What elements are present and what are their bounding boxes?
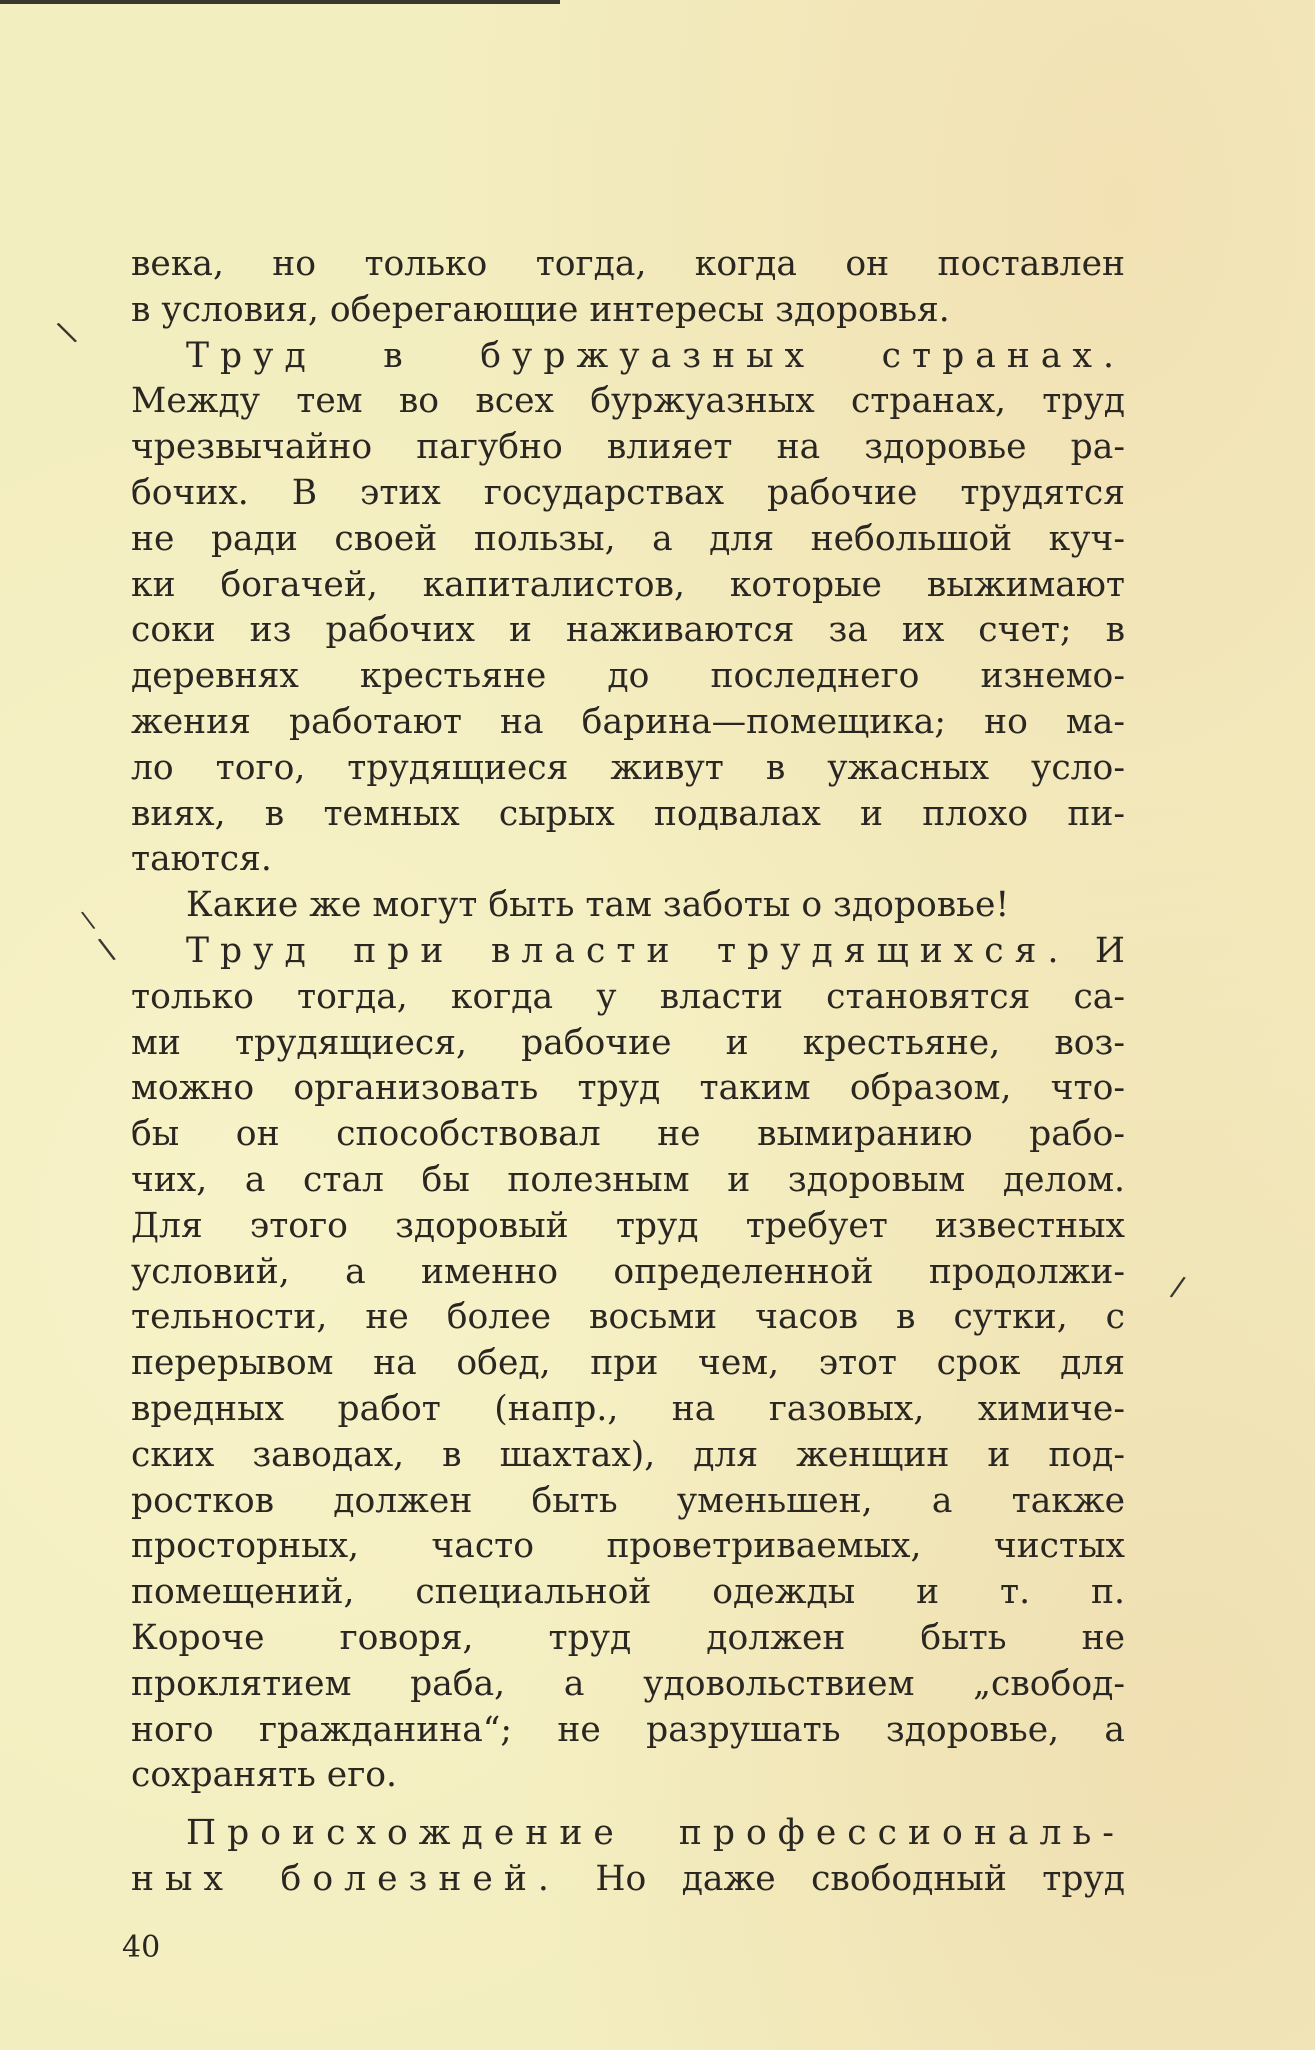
- section-heading-line: [131, 1857, 1125, 1903]
- text-line: Для этого здоровый труд требует известных: [131, 1205, 1125, 1246]
- text-line: таются.: [131, 839, 272, 880]
- text-line: ного гражданина“; не разрушать здоровье, а: [131, 1709, 1125, 1750]
- text-line: сохранять его.: [131, 1755, 398, 1796]
- text-line: ми трудящиеся, рабочие и крестьяне, воз-: [131, 1022, 1125, 1063]
- margin-pencil-mark: \: [79, 905, 97, 935]
- text-line: можно организовать труд таким образом, что-: [131, 1068, 1125, 1109]
- margin-pencil-mark: \: [96, 931, 118, 968]
- text-line: виях, в темных сырых подвалах и плохо пи-: [131, 793, 1125, 834]
- text-line: деревнях крестьяне до последнего изнемо-: [131, 656, 1125, 697]
- text-line: помещений, специальной одежды и т. п.: [131, 1572, 1125, 1613]
- text-line: жения работают на барина—помещика; но ма-: [131, 701, 1125, 742]
- page-top-edge: [0, 0, 560, 4]
- text-line: ростков должен быть уменьшен, а также: [131, 1480, 1125, 1521]
- section-heading: Происхождение профессиональ-: [186, 1813, 1125, 1854]
- text-line: не ради своей пользы, а для небольшой куч-: [131, 518, 1125, 559]
- text-line: условий, а именно определенной продолжи-: [131, 1251, 1125, 1292]
- text-line: вредных работ (напр., на газовых, химиче-: [131, 1388, 1125, 1429]
- text-line: соки из рабочих и наживаются за их счет; в: [131, 610, 1125, 651]
- text-line: проклятием раба, а удовольствием „свобод-: [131, 1663, 1125, 1704]
- text-line: перерывом на обед, при чем, этот срок для: [131, 1343, 1125, 1384]
- text-line: тельности, не более восьми часов в сутки, с: [131, 1297, 1125, 1338]
- text-line: чих, а стал бы полезным и здоровым делом.: [131, 1159, 1125, 1200]
- text-line: Между тем во всех буржуазных странах, труд: [131, 381, 1125, 422]
- text-line: ки богачей, капиталистов, которые выжимают: [131, 564, 1125, 605]
- section-heading-line: [131, 334, 1125, 380]
- margin-pencil-mark: /: [1168, 1269, 1188, 1304]
- text-line: только тогда, когда у власти становятся са-: [131, 976, 1125, 1017]
- text-line: Короче говоря, труд должен быть не: [131, 1617, 1125, 1658]
- section-heading-line: [131, 929, 1125, 975]
- text-line: века, но только тогда, когда он поставлен: [131, 244, 1125, 284]
- page-text: [131, 242, 1125, 1903]
- text-line: Какие же могут быть там заботы о здоровье!: [186, 885, 1010, 926]
- text-line: бы он способствовал не вымиранию рабо-: [131, 1114, 1125, 1155]
- page-number: 40: [122, 1930, 161, 1965]
- section-heading: ных болезней.: [131, 1858, 560, 1899]
- text-line: ло того, трудящиеся живут в ужасных усло-: [131, 747, 1125, 788]
- section-heading: Труд в буржуазных странах.: [186, 335, 1125, 376]
- section-heading-line: [131, 1811, 1125, 1857]
- text-line: чрезвычайно пагубно влияет на здоровье ра-: [131, 427, 1125, 468]
- text-line: ских заводах, в шахтах), для женщин и под-: [131, 1434, 1125, 1475]
- heading-continuation: И: [1094, 930, 1125, 971]
- text-line: в условия, оберегающие интересы здоровья.: [131, 289, 950, 330]
- section-heading: Труд при власти трудящихся.: [186, 930, 1070, 971]
- margin-pencil-mark: \: [54, 314, 80, 351]
- text-line: просторных, часто проветриваемых, чистых: [131, 1526, 1125, 1567]
- heading-continuation: Но даже свободный труд: [595, 1858, 1125, 1899]
- text-line: бочих. В этих государствах рабочие трудятся: [131, 472, 1125, 513]
